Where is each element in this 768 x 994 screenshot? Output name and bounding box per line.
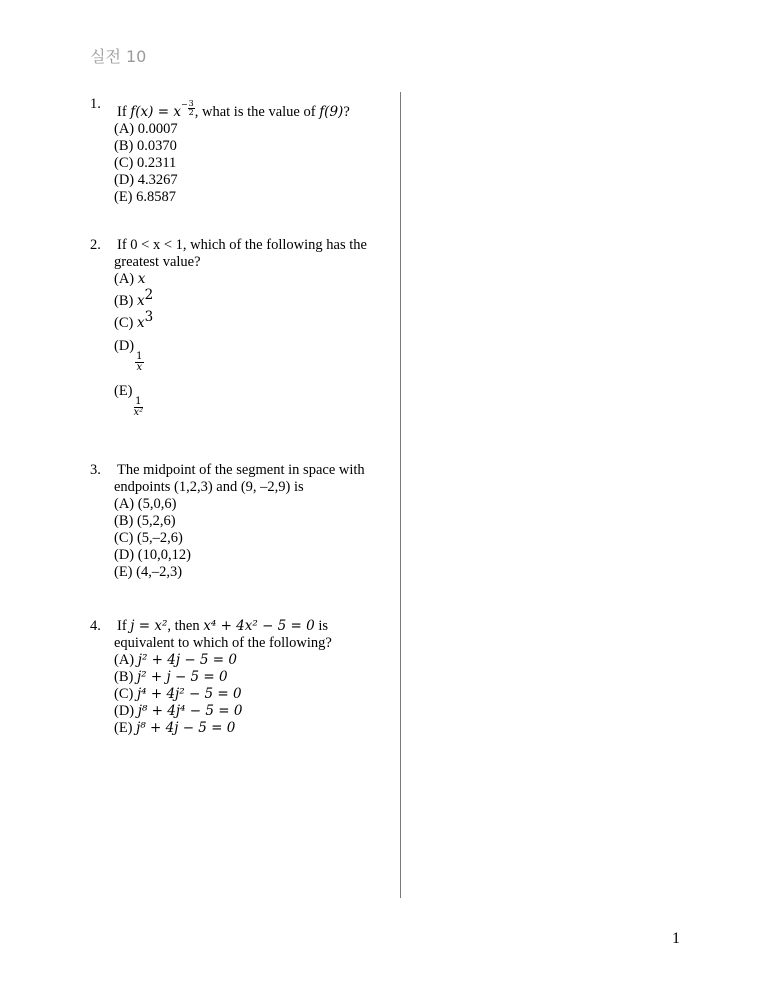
- option-c[interactable]: (C) $x^3$: [114, 309, 154, 331]
- question-number: 2.: [90, 237, 101, 253]
- option-c[interactable]: (C) 0.2311: [114, 155, 177, 171]
- option-e[interactable]: (E) $\frac{1}{\text{x²}}$: [114, 383, 144, 418]
- option-d[interactable]: (D) (10,0,12): [114, 547, 191, 563]
- exponent-fraction: $\frac{3}{2}$: [188, 99, 194, 117]
- question-number: 1.: [90, 96, 101, 112]
- question-number: 3.: [90, 462, 101, 478]
- option-c[interactable]: (C) j⁴ + 4j² − 5 = 0: [114, 686, 242, 702]
- answer-options: [114, 121, 390, 206]
- question-2: [90, 237, 390, 423]
- fraction: $\frac{1}{x}$: [136, 351, 143, 373]
- option-a[interactable]: (A) j² + 4j − 5 = 0: [114, 652, 237, 668]
- question-1: [90, 96, 390, 206]
- question-text: The midpoint of the segment in space with: [117, 462, 365, 478]
- question-text: If 0 < x < 1, which of the following has the: [117, 237, 367, 253]
- column-divider: [400, 92, 401, 898]
- option-a[interactable]: (A) (5,0,6): [114, 496, 177, 512]
- option-b[interactable]: (B) j² + j − 5 = 0: [114, 669, 228, 685]
- answer-options: [114, 496, 390, 581]
- question-number: 4.: [90, 618, 101, 634]
- option-b[interactable]: (B) (5,2,6): [114, 513, 176, 529]
- question-3: [90, 462, 390, 581]
- question-text-line2: endpoints (1,2,3) and (9, –2,9) is: [114, 479, 304, 495]
- page-number: 1: [672, 930, 680, 947]
- option-e[interactable]: (E) j⁸ + 4j − 5 = 0: [114, 720, 236, 736]
- option-b[interactable]: (B) 0.0370: [114, 138, 177, 154]
- answer-options: [114, 652, 395, 737]
- page-header: 실전 10: [90, 47, 147, 66]
- option-d[interactable]: (D) 4.3267: [114, 172, 178, 188]
- question-4: [90, 618, 395, 737]
- question-text-line2: greatest value?: [114, 254, 201, 270]
- option-a[interactable]: (A) x: [114, 271, 146, 287]
- question-text: If f(x) = x− $\frac{3}{2}$ , what is the value of f(9)?: [117, 99, 350, 120]
- option-e[interactable]: (E) (4,–2,3): [114, 564, 183, 580]
- option-a[interactable]: (A) 0.0007: [114, 121, 178, 137]
- question-text: If j = x², then x⁴ + 4x² − 5 = 0 is: [117, 618, 329, 634]
- option-d[interactable]: (D) j⁸ + 4j⁴ − 5 = 0: [114, 703, 243, 719]
- option-b[interactable]: (B) $x^2$: [114, 287, 154, 309]
- question-text-line2: equivalent to which of the following?: [114, 635, 332, 651]
- fraction: $\frac{1}{\text{x²}}$: [133, 396, 144, 418]
- option-c[interactable]: (C) (5,–2,6): [114, 530, 183, 546]
- answer-options: [114, 271, 390, 418]
- option-e[interactable]: (E) 6.8587: [114, 189, 177, 205]
- option-d[interactable]: (D) $\frac{1}{x}$: [114, 338, 143, 373]
